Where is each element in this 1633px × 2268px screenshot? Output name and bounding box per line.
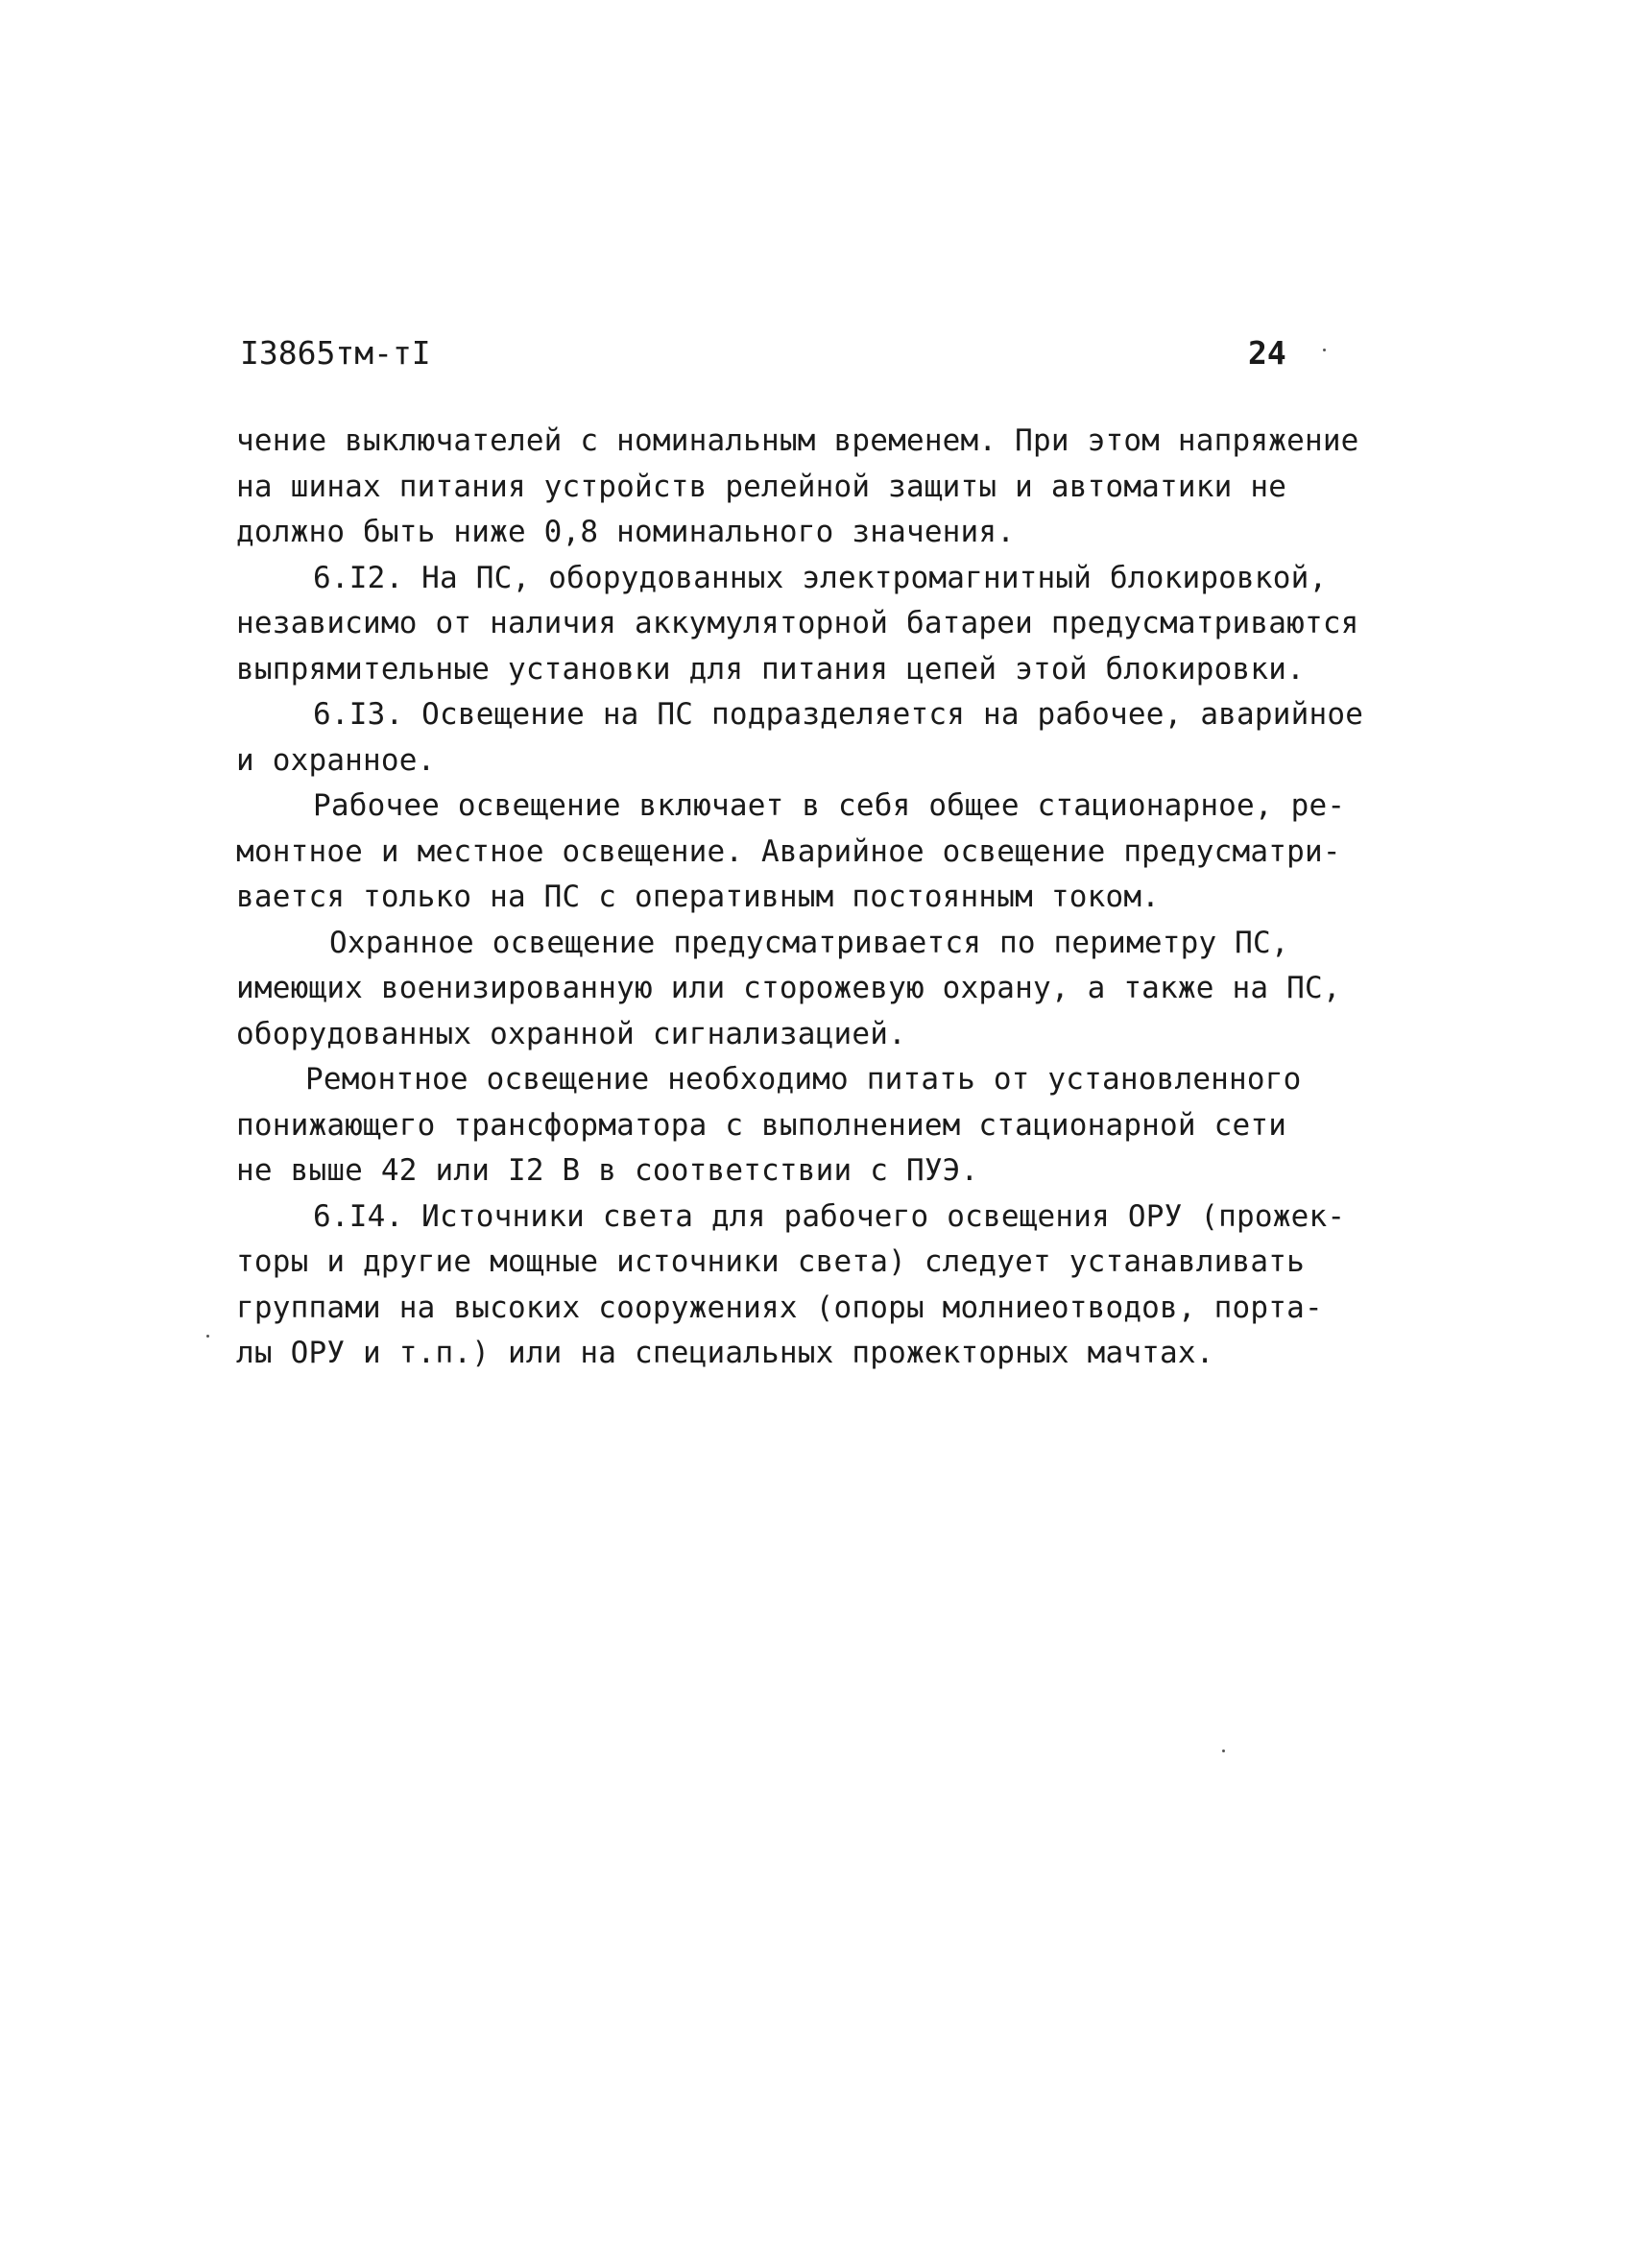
text-line: торы и другие мощные источники света) следует устанавливать [236, 1244, 1305, 1279]
text-line: не выше 42 или I2 В в соответствии с ПУЭ. [236, 1153, 979, 1188]
text-line: независимо от наличия аккумуляторной батареи предусматриваются [236, 606, 1359, 640]
page-number: 24 [1248, 334, 1286, 372]
section-6-14-heading-line: 6.I4. Источники света для рабочего освещения ОРУ (прожек- [313, 1198, 1346, 1234]
section-6-12-heading-line: 6.I2. На ПС, оборудованных электромагнитный блокировкой, [313, 560, 1328, 595]
document-code: I3865тм-тI [240, 334, 431, 372]
text-line: вается только на ПС с оперативным постоянным током. [236, 880, 1161, 914]
text-line: имеющих военизированную или сторожевую охрану, а также на ПС, [236, 971, 1341, 1005]
paragraph-start-line: Рабочее освещение включает в себя общее стационарное, ре- [313, 788, 1346, 823]
body-text [236, 419, 1407, 1377]
text-line: выпрямительные установки для питания цепей этой блокировки. [236, 651, 1305, 687]
text-line: лы ОРУ и т.п.) или на специальных прожекторных мачтах. [236, 1336, 1214, 1370]
text-line: и охранное. [236, 742, 436, 778]
paragraph-start-line: Ремонтное освещение необходимо питать от установленного [305, 1062, 1302, 1097]
scan-speck [206, 1335, 209, 1338]
text-line: монтное и местное освещение. Аварийное освещение предусматри- [236, 833, 1341, 869]
text-line: на шинах питания устройств релейной защиты и автоматики не [236, 469, 1287, 504]
scan-speck [1323, 349, 1326, 351]
scan-speck [1222, 1749, 1225, 1752]
text-line: понижающего трансформатора с выполнением стационарной сети [236, 1107, 1287, 1143]
section-6-13-heading-line: 6.I3. Освещение на ПС подразделяется на рабочее, аварийное [313, 697, 1364, 732]
text-line: оборудованных охранной сигнализацией. [236, 1016, 906, 1051]
paragraph-start-line: Охранное освещение предусматривается по периметру ПС, [329, 925, 1289, 960]
text-line: чение выключателей с номинальным временем. При этом напряжение [236, 423, 1359, 458]
text-line: должно быть ниже 0,8 номинального значения. [236, 515, 1016, 549]
text-line: группами на высоких сооружениях (опоры молниеотводов, порта- [236, 1290, 1323, 1325]
